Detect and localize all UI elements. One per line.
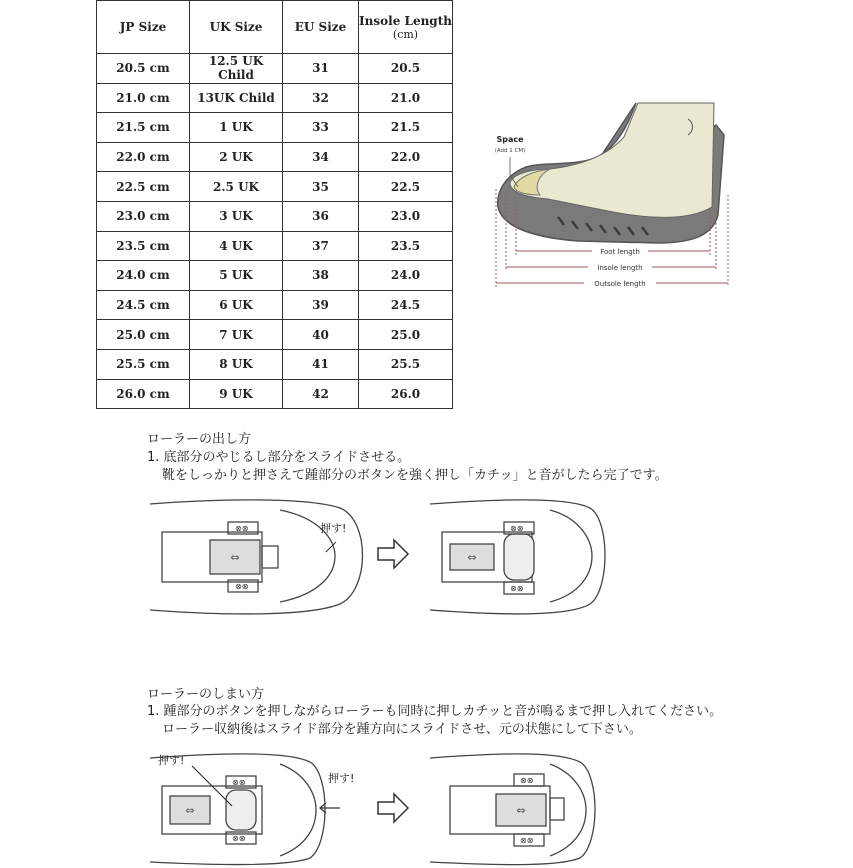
cell-jp: 26.0 cm xyxy=(97,379,190,409)
cell-eu: 33 xyxy=(283,113,359,143)
cell-uk: 1 UK xyxy=(190,113,283,143)
shoe-sole-illustration xyxy=(498,103,724,243)
cell-insole: 23.0 xyxy=(359,201,453,231)
outsole-length-label: Outsole length xyxy=(594,280,646,288)
table-row xyxy=(97,290,453,320)
screw-icon-top-in-left: ⊗⊗ xyxy=(232,778,246,787)
cell-eu: 31 xyxy=(283,54,359,84)
cell-eu: 42 xyxy=(283,379,359,409)
cell-eu: 37 xyxy=(283,231,359,261)
shoe-inner-line-in-left xyxy=(280,764,316,856)
screw-icon-bottom-left: ⊗⊗ xyxy=(235,582,249,591)
table-row xyxy=(97,54,453,84)
space-label: Space xyxy=(496,135,524,144)
cell-jp: 25.0 cm xyxy=(97,320,190,350)
cell-jp: 21.0 cm xyxy=(97,83,190,113)
cell-insole: 24.0 xyxy=(359,261,453,291)
cell-uk: 3 UK xyxy=(190,201,283,231)
table-row xyxy=(97,379,453,409)
push-arrow-in xyxy=(320,803,340,813)
cell-eu: 40 xyxy=(283,320,359,350)
shoe-inner-line-right xyxy=(550,510,592,602)
right-arrow-icon-in xyxy=(378,794,408,822)
table-row xyxy=(97,113,453,143)
cell-insole: 25.5 xyxy=(359,349,453,379)
shoe-inner-line-in-right xyxy=(550,764,586,856)
slide-arrow-icon-in-left: ⇔ xyxy=(185,804,195,817)
table-row xyxy=(97,320,453,350)
cell-eu: 35 xyxy=(283,172,359,202)
roller-in-step2: ローラー収納後はスライド部分を踵方向にスライドさせ、元の状態にして下さい。 xyxy=(162,722,642,737)
roller-out-title: ローラーの出し方 xyxy=(147,432,252,447)
heel-button-left xyxy=(262,546,278,568)
table-row xyxy=(97,201,453,231)
cell-insole: 25.0 xyxy=(359,320,453,350)
table-row xyxy=(97,83,453,113)
table-row xyxy=(97,231,453,261)
cell-jp: 23.0 cm xyxy=(97,201,190,231)
cell-insole: 20.5 xyxy=(359,54,453,84)
cell-insole: 24.5 xyxy=(359,290,453,320)
cell-jp: 20.5 cm xyxy=(97,54,190,84)
cell-jp: 24.5 cm xyxy=(97,290,190,320)
screw-icon-bottom-in-left: ⊗⊗ xyxy=(232,834,246,843)
cell-uk: 7 UK xyxy=(190,320,283,350)
header-insole-length xyxy=(359,1,453,54)
cell-eu: 32 xyxy=(283,83,359,113)
heel-button-in-right xyxy=(550,798,564,820)
cell-eu: 36 xyxy=(283,201,359,231)
table-body xyxy=(97,54,453,409)
cell-uk: 13UK Child xyxy=(190,83,283,113)
cell-uk: 2.5 UK xyxy=(190,172,283,202)
roller-in-title: ローラーのしまい方 xyxy=(147,687,265,702)
cell-insole: 21.5 xyxy=(359,113,453,143)
header-insole-line2: (cm) xyxy=(392,27,419,41)
slide-arrow-icon-left: ⇔ xyxy=(230,551,240,564)
cell-insole: 21.0 xyxy=(359,83,453,113)
cell-eu: 39 xyxy=(283,290,359,320)
shoe-push-illustration xyxy=(150,754,325,865)
push-label-out: 押す! xyxy=(320,522,347,535)
foot-length-label: Foot length xyxy=(600,248,640,256)
right-arrow-icon xyxy=(378,540,408,568)
cell-eu: 38 xyxy=(283,261,359,291)
screw-icon-bottom-right: ⊗⊗ xyxy=(510,584,524,593)
cell-uk: 4 UK xyxy=(190,231,283,261)
screw-icon-top-left: ⊗⊗ xyxy=(235,524,249,533)
roller-out-step2: 靴をしっかりと押さえて踵部分のボタンを強く押し「カチッ」と音がしたら完了です。 xyxy=(162,468,668,483)
shoe-before-illustration xyxy=(150,500,363,614)
slide-arrow-icon-right: ⇔ xyxy=(467,551,477,564)
cell-insole: 26.0 xyxy=(359,379,453,409)
size-table xyxy=(96,0,453,409)
cell-uk: 2 UK xyxy=(190,142,283,172)
cell-uk: 6 UK xyxy=(190,290,283,320)
cell-jp: 23.5 cm xyxy=(97,231,190,261)
cell-insole: 22.0 xyxy=(359,142,453,172)
foot-measurement-diagram xyxy=(488,95,750,295)
cell-eu: 41 xyxy=(283,349,359,379)
table-row xyxy=(97,172,453,202)
cell-jp: 21.5 cm xyxy=(97,113,190,143)
cell-uk: 5 UK xyxy=(190,261,283,291)
header-insole-line1: Insole Length xyxy=(359,13,452,28)
roller-right xyxy=(504,534,534,580)
roller-out-diagram xyxy=(140,490,610,625)
screw-icon-bottom-in-right: ⊗⊗ xyxy=(520,836,534,845)
shoe-stored-illustration xyxy=(430,754,595,865)
cell-uk: 8 UK xyxy=(190,349,283,379)
cell-eu: 34 xyxy=(283,142,359,172)
cell-jp: 24.0 cm xyxy=(97,261,190,291)
screw-icon-top-right: ⊗⊗ xyxy=(510,524,524,533)
cell-insole: 22.5 xyxy=(359,172,453,202)
roller-in-diagram xyxy=(140,748,610,866)
header-eu-size: EU Size xyxy=(283,1,359,54)
cell-jp: 22.0 cm xyxy=(97,142,190,172)
table-row xyxy=(97,261,453,291)
roller-in-left xyxy=(226,790,256,830)
header-jp-size: JP Size xyxy=(97,1,190,54)
cell-jp: 25.5 cm xyxy=(97,349,190,379)
shoe-after-illustration xyxy=(430,500,605,614)
header-uk-size: UK Size xyxy=(190,1,283,54)
table-row xyxy=(97,349,453,379)
table-header-row xyxy=(97,1,453,54)
roller-in-step1: 1. 踵部分のボタンを押しながらローラーも同時に押しカチッと音が鳴るまで押し入れてください。 xyxy=(147,704,723,719)
cell-uk: 12.5 UK Child xyxy=(190,54,283,84)
roller-out-step1: 1. 底部分のやじるし部分をスライドさせる。 xyxy=(147,450,411,465)
slide-arrow-icon-in-right: ⇔ xyxy=(516,804,526,817)
cell-uk: 9 UK xyxy=(190,379,283,409)
insole-length-label: Insole length xyxy=(597,264,643,272)
cell-insole: 23.5 xyxy=(359,231,453,261)
push-label-in-left: 押す! xyxy=(158,754,185,767)
cell-jp: 22.5 cm xyxy=(97,172,190,202)
space-sub-label: (Add 1 CM) xyxy=(494,148,526,154)
push-label-in-right: 押す! xyxy=(328,772,355,785)
screw-icon-top-in-right: ⊗⊗ xyxy=(520,776,534,785)
table-row xyxy=(97,142,453,172)
